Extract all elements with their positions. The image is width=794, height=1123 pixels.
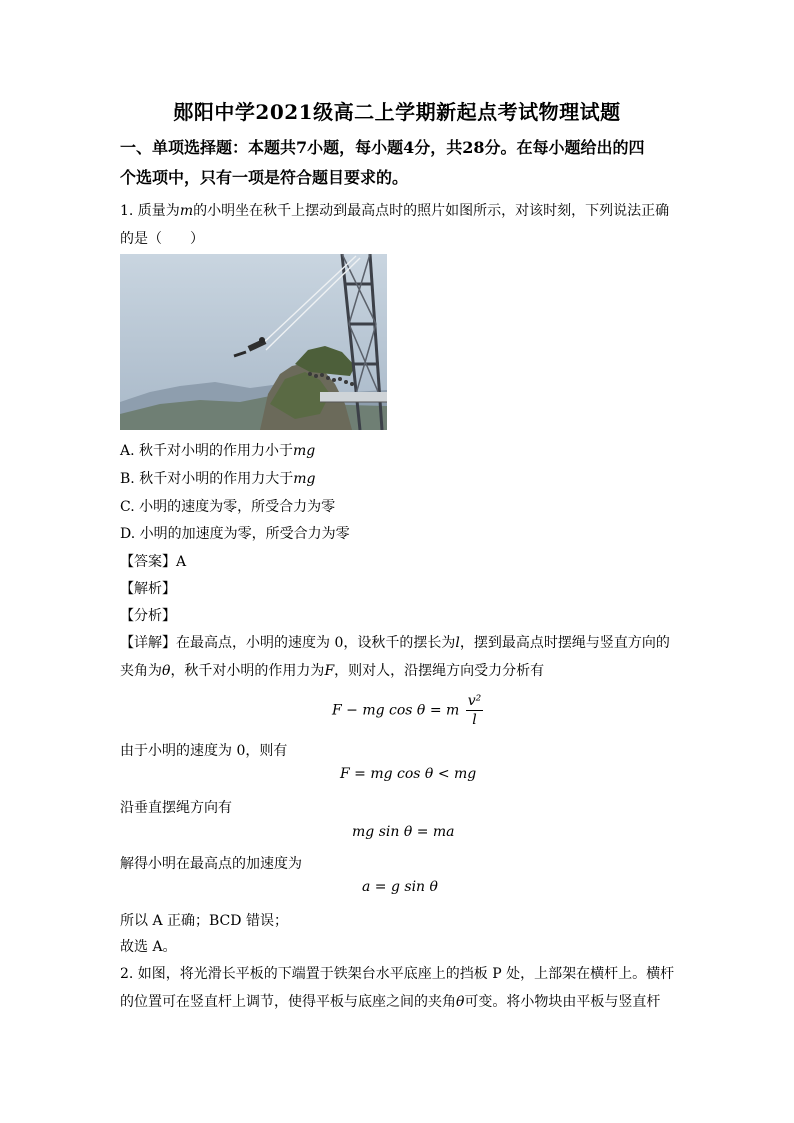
q1-stem-mass: m [179,203,194,219]
q1-option-a-text: A. 秋千对小明的作用力小于 [120,443,294,459]
answer-tag: 【答案】 [120,554,176,570]
q2-theta: θ [456,994,465,1010]
detail-text-e: ，则对人，沿摆绳方向受力分析有 [334,663,545,679]
equation-1 [332,692,483,729]
equation-4: a = g sin θ [362,879,438,895]
text-solve: 解得小明在最高点的加速度为 [120,856,302,872]
swing-photo-illustration [120,254,387,430]
detail-text-b: ，摆到最高点时摆绳与竖直方向的 [459,635,670,651]
detail-text-c: 夹角为 [120,663,162,679]
q1-option-c: C. 小明的速度为零，所受合力为零 [120,499,336,515]
page-title: 郧阳中学2021级高二上学期新起点考试物理试题 [173,100,621,124]
q1-option-b-math: mg [293,471,316,487]
detail-text-a: 在最高点，小明的速度为 0，设秋千的摆长为 [176,635,456,651]
section-heading-line2: 个选项中，只有一项是符合题目要求的。 [120,168,409,187]
text-perp: 沿垂直摆绳方向有 [120,800,232,816]
analysis-tag: 【解析】 [120,581,176,597]
equation-1-numerator: v² [467,693,482,709]
detail-F: F [324,663,335,679]
q1-stem-line2: 的是（ ） [120,231,204,247]
text-choose: 故选 A。 [120,939,177,955]
q1-answer [120,551,186,571]
detail-line1 [120,632,670,652]
text-since: 由于小明的速度为 0，则有 [120,743,288,759]
q1-option-a [120,440,315,460]
detail-line2 [120,660,544,680]
q2-line2-b: 可变。将小物块由平板与竖直杆 [464,994,661,1010]
q1-stem-prefix: 1. 质量为 [120,203,180,219]
fenxi-tag: 【分析】 [120,608,176,624]
swing-photo [120,254,387,430]
q1-option-b-text: B. 秋千对小明的作用力大于 [120,471,294,487]
equation-1-denominator: l [472,712,477,728]
equation-2: F = mg cos θ < mg [340,766,477,782]
detail-theta: θ [162,663,171,679]
equation-1-fraction [466,692,484,729]
detail-text-d: ，秋千对小明的作用力为 [170,663,325,679]
section-heading-line1: 一、单项选择题：本题共7小题，每小题4分，共28分。在每小题给出的四 [120,138,645,157]
q1-option-d: D. 小明的加速度为零，所受合力为零 [120,526,350,542]
q2-line1: 2. 如图，将光滑长平板的下端置于铁架台水平底座上的挡板 P 处，上部架在横杆上。横杆 [120,966,675,982]
q1-stem-line1 [120,200,669,220]
equation-1-left: F − mg cos θ = m [332,702,460,719]
detail-l: l [455,635,460,651]
q2-line2-a: 的位置可在竖直杆上调节，使得平板与底座之间的夹角 [120,994,456,1010]
answer-value: A [176,554,187,570]
equation-3: mg sin θ = ma [352,824,455,840]
text-conclusion: 所以 A 正确；BCD 错误； [120,913,288,929]
q1-option-a-math: mg [293,443,316,459]
q2-line2 [120,991,660,1011]
q1-option-b [120,468,315,488]
detail-tag: 【详解】 [120,635,176,651]
q1-stem-rest: 的小明坐在秋千上摆动到最高点时的照片如图所示，对该时刻，下列说法正确 [193,203,670,219]
